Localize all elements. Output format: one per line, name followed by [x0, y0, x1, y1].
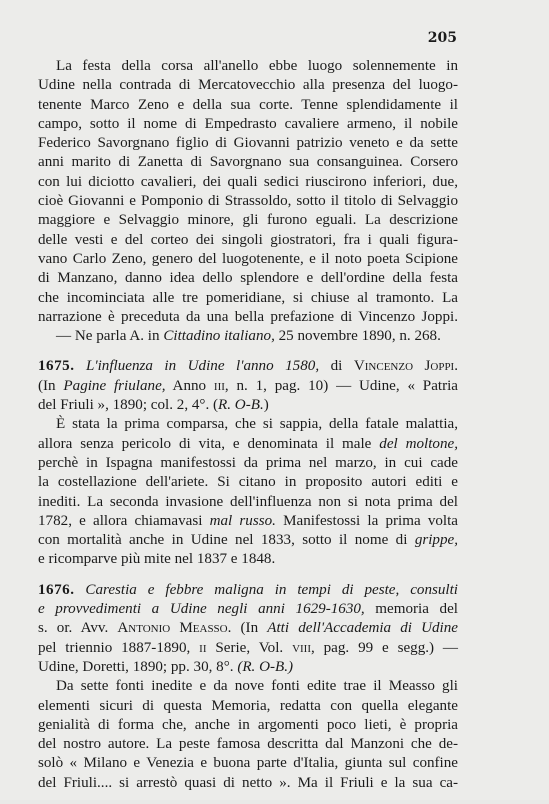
text-fragment: (In: [231, 620, 268, 637]
italic-term: del moltone,: [379, 435, 458, 452]
text-line: tenente Marco Zeno e della sua corte. Tenne splendidamente il: [38, 96, 458, 113]
text-line: che incominciata alle tre pomeridiane, si chiuse al tramonto. La: [38, 289, 458, 306]
entry-title-line: [38, 600, 458, 619]
library-siglum: (R. O-B.): [237, 658, 294, 675]
roman-numeral: viii: [292, 639, 311, 656]
ref-date: 25 novembre 1890, n. 268.: [274, 328, 441, 345]
entry-1676: [38, 581, 458, 793]
text-line: genialità di forma che, anche in argomenti poco lieti, è propria: [38, 716, 458, 733]
text-fragment: , pag. 99 e segg.) —: [311, 639, 459, 656]
text-line: delle vesti e del corteo dei singoli giostratori, fra i quali figura-: [38, 231, 458, 248]
text-fragment: pel triennio 1887-1890,: [38, 639, 200, 656]
text-line: perchè in Ispagna manifestossi da prima nel marzo, in cui cade: [38, 454, 458, 471]
text-line: Federico Savorgnano figlio di Giovanni patrizio veneto e da sette: [38, 135, 458, 152]
citation-line: [38, 619, 458, 638]
entry-number: 1675.: [38, 358, 75, 375]
text-fragment: del Friuli », 1890; col. 2, 4°. (: [38, 397, 219, 414]
entry-heading: [38, 581, 458, 600]
entry-title: L'influenza in Udine l'anno 1580,: [85, 358, 320, 375]
page-content: [38, 57, 458, 804]
text-line: [38, 531, 458, 550]
citation-line: [38, 396, 458, 415]
text-line: La festa della corsa all'anello ebbe luogo solennemente in: [56, 58, 458, 74]
entry-number: 1676.: [38, 581, 75, 598]
text-fragment: di: [319, 358, 354, 375]
reference-line: [38, 327, 458, 346]
library-siglum: R. O-B.: [218, 397, 264, 414]
citation-source: Atti dell'Accademia di Udine: [267, 620, 458, 637]
entry-author: Antonio Measso.: [117, 620, 232, 637]
entry-heading: [38, 357, 458, 376]
entry-continuation: [38, 57, 458, 346]
text-fragment: ): [263, 397, 269, 414]
text-line: maggiore e Selvaggio minore, gli furono eguali. La descrizione: [38, 212, 458, 229]
entry-title: e provvedimenti a Udine negli anni 1629-1630,: [38, 601, 365, 618]
citation-source: Pagine friulane,: [63, 377, 166, 394]
text-line: di Manzano, danno idea dello splendore e dell'ordine della festa: [38, 270, 458, 287]
entry-author: Vincenzo Joppi.: [353, 358, 458, 375]
text-fragment: s. or. Avv.: [38, 620, 118, 637]
citation-line: [38, 658, 458, 677]
text-line: Da sette fonti inedite e da nove fonti edite trae il Measso gli: [56, 678, 458, 695]
text-line: vano Carlo Zeno, genero del luogotenente, e il noto poeta Scipione: [38, 250, 458, 267]
text-fragment: Manifestossi la prima volta: [275, 512, 459, 529]
text-line: È stata la prima comparsa, che si sappia, della fatale malattia,: [56, 416, 458, 433]
text-line: [38, 512, 458, 531]
italic-term: mal russo.: [209, 512, 276, 529]
text-fragment: allora senza pericolo di vita, e denominata il male: [38, 435, 380, 452]
citation-line: [38, 639, 458, 658]
text-line: del Friuli.... si arrestò quasi di netto ». Ma il Friuli e la sua ca-: [38, 774, 458, 791]
text-fragment: Anno: [165, 377, 214, 394]
italic-term: grippe,: [414, 532, 458, 549]
text-fragment: con mortalità anche in Udine nel 1833, sotto il nome di: [38, 532, 415, 549]
text-fragment: memoria del: [364, 601, 458, 618]
page-number: 205: [427, 30, 457, 46]
text-line: campo, sotto il nome di Empedrasto cavaliere armeno, il nobile: [38, 115, 458, 132]
text-fragment: (In: [38, 377, 64, 394]
text-line: e ricomparve più mite nel 1837 e 1848.: [38, 551, 276, 568]
text-line: inediti. La seconda invasione dell'influenza non si nota prima del: [38, 493, 458, 510]
ref-periodical: Cittadino italiano,: [163, 328, 275, 345]
text-line: del nostro autore. La peste famosa descritta dal Manzoni che de-: [38, 736, 458, 753]
text-line: solò « Milano e Venezia e buona parte d'Italia, giunta sul confine: [38, 755, 458, 772]
ref-text: — Ne parla A. in: [56, 328, 164, 345]
entry-title: Carestia e febbre maligna in tempi di peste, consulti: [85, 581, 458, 598]
text-line: con lui diciotto cavalieri, dei quali sedici riuscirono inferiori, due,: [38, 173, 458, 190]
entry-1675: [38, 357, 458, 569]
roman-numeral: ii: [199, 639, 207, 656]
text-line: la costellazione dell'ariete. Si citano in proposito autori editi e: [38, 474, 458, 491]
text-line: Udine nella contrada di Mercatovecchio alla presenza del luogo-: [38, 77, 458, 94]
citation-line: [38, 377, 458, 396]
text-line: anni marito di Zanetta di Savorgnano sua consanguinea. Corsero: [38, 154, 458, 171]
text-line: cioè Giovanni e Pomponio di Strassoldo, sotto il titolo di Selvaggio: [38, 193, 458, 210]
text-fragment: Udine, Doretti, 1890; pp. 30, 8°.: [38, 658, 238, 675]
text-line: [38, 435, 458, 454]
text-fragment: Serie, Vol.: [206, 639, 293, 656]
text-fragment: 1782, e allora chiamavasi: [38, 512, 210, 529]
text-line: elementi sicuri di questa Memoria, redatta con quella elegante: [38, 697, 458, 714]
text-line: narrazione è preceduta da una bella prefazione di Vincenzo Joppi.: [38, 308, 458, 325]
text-fragment: , n. 1, pag. 10) — Udine, « Patria: [224, 377, 459, 394]
roman-numeral: iii: [213, 377, 225, 394]
